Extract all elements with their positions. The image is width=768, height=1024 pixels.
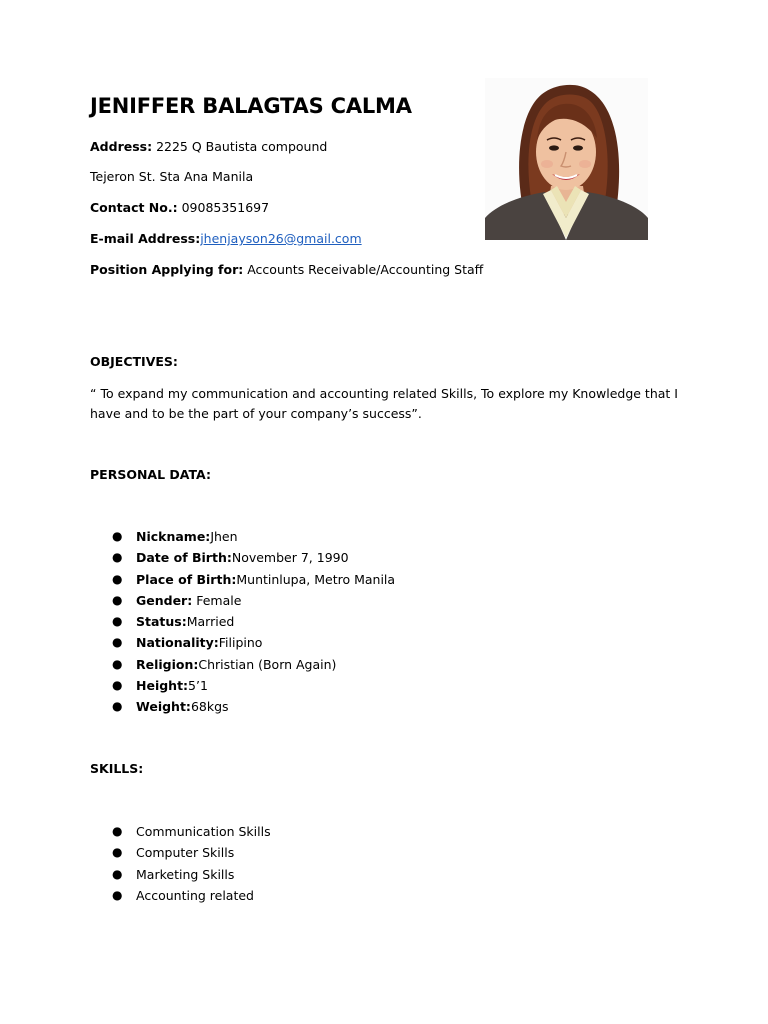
bullet-icon: ● <box>112 656 123 671</box>
item-label: Weight: <box>136 699 191 715</box>
list-item <box>90 632 395 653</box>
bullet-icon: ● <box>112 866 123 881</box>
objectives-text: “ To expand my communication and accounting related Skills, To explore my Knowledge that I have and to be the part of your company’s success”. <box>90 386 678 421</box>
item-label: Nationality: <box>136 635 219 651</box>
item-label: Date of Birth: <box>136 550 232 566</box>
contact-number-value: 09085351697 <box>177 200 270 215</box>
list-item <box>90 696 395 717</box>
address-line-1 <box>90 139 327 154</box>
position-value: Accounts Receivable/Accounting Staff <box>243 262 484 277</box>
bullet-icon: ● <box>112 699 123 714</box>
list-item <box>90 821 271 842</box>
item-value: November 7, 1990 <box>231 550 349 566</box>
list-item <box>90 864 271 885</box>
item-value: Christian (Born Again) <box>198 656 337 672</box>
position-label: Position Applying for: <box>90 262 244 277</box>
bullet-icon: ● <box>112 635 123 650</box>
position-line <box>90 262 483 277</box>
bullet-icon: ● <box>112 550 123 565</box>
bullet-icon: ● <box>112 824 123 838</box>
email-link[interactable]: jhenjayson26@gmail.com <box>200 231 362 246</box>
applicant-photo <box>485 78 648 240</box>
item-value: 68kgs <box>190 699 229 715</box>
bullet-icon: ● <box>112 571 123 586</box>
item-label: Nickname: <box>136 529 211 544</box>
list-item <box>90 590 395 611</box>
list-item <box>90 526 395 547</box>
list-item <box>90 611 395 632</box>
bullet-icon: ● <box>112 845 123 860</box>
item-label: Status: <box>136 614 187 630</box>
address-value: 2225 Q Bautista compound <box>152 139 328 154</box>
email-label: E-mail Address: <box>90 231 201 246</box>
skills-heading: SKILLS: <box>90 761 144 776</box>
skill-text: Accounting related <box>136 887 254 903</box>
item-label: Gender: <box>136 592 193 608</box>
item-value: Muntinlupa, Metro Manila <box>236 571 396 587</box>
contact-number-label: Contact No.: <box>90 200 178 215</box>
item-value: Jhen <box>210 529 238 544</box>
objectives-heading: OBJECTIVES: <box>90 354 178 369</box>
item-label: Religion: <box>136 656 199 672</box>
skills-list <box>90 821 271 906</box>
bullet-icon: ● <box>112 887 123 902</box>
bullet-icon: ● <box>112 592 123 607</box>
list-item <box>90 654 395 675</box>
skill-text: Computer Skills <box>136 845 235 861</box>
email-line <box>90 231 362 246</box>
item-value: Married <box>186 614 235 630</box>
bullet-icon: ● <box>112 678 123 693</box>
list-item <box>90 885 271 906</box>
item-value: 5’1 <box>188 678 208 694</box>
bullet-icon: ● <box>112 614 123 629</box>
list-item <box>90 547 395 568</box>
list-item <box>90 842 271 863</box>
bullet-icon: ● <box>112 529 123 543</box>
portrait-illustration <box>485 78 648 240</box>
skill-text: Communication Skills <box>136 824 271 839</box>
contact-number-line <box>90 200 269 215</box>
item-label: Place of Birth: <box>136 571 237 587</box>
skill-text: Marketing Skills <box>136 866 235 882</box>
personal-data-list <box>90 526 395 718</box>
list-item <box>90 569 395 590</box>
item-label: Height: <box>136 678 189 694</box>
item-value: Filipino <box>218 635 263 651</box>
list-item <box>90 675 395 696</box>
item-value: Female <box>192 592 242 608</box>
address-label: Address: <box>90 139 153 154</box>
address-line-2: Tejeron St. Sta Ana Manila <box>90 169 254 184</box>
personal-data-heading: PERSONAL DATA: <box>90 467 211 482</box>
applicant-name: JENIFFER BALAGTAS CALMA <box>90 94 412 118</box>
